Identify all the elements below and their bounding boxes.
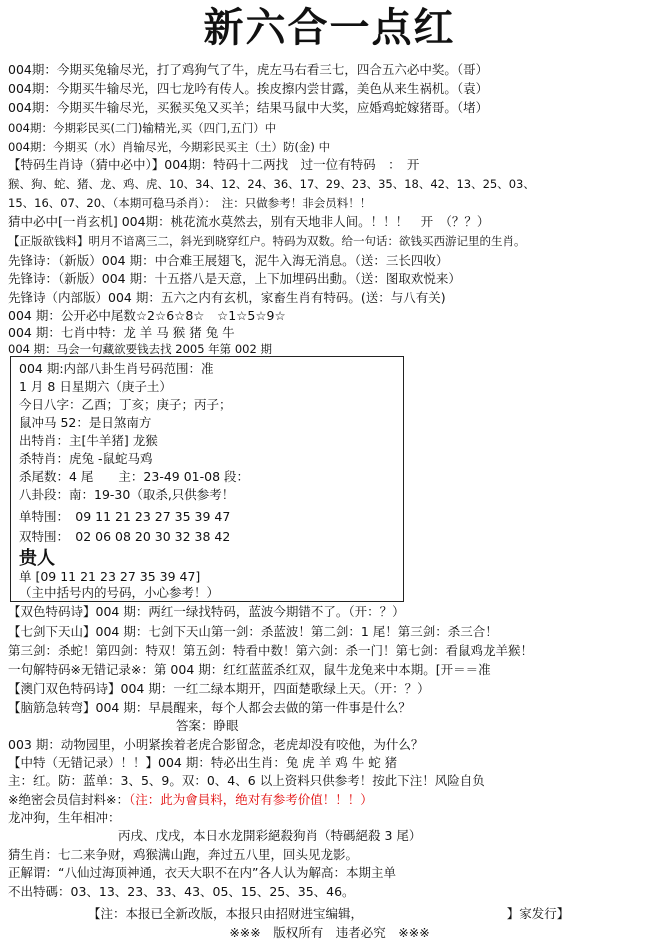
box-date: 1 月 8 日星期六（庚子土） xyxy=(19,379,172,394)
text-line: 猴、狗、蛇、猪、龙、鸡、虎、10、34、12、24、36、17、29、23、35、18、42、13、25、03、 xyxy=(8,177,535,191)
text-line: 主：红。防：蓝单：3、5、9。双：0、4、6 以上资料只供参考！按此下注！风险自负 xyxy=(8,773,485,788)
text-line: 一句解特码※无错记录※：第 004 期：红红蓝蓝杀红双，鼠牛龙兔来中本期。[开＝＝准 xyxy=(8,662,491,677)
box-shuang: 双特围： 02 06 08 20 30 32 38 42 xyxy=(19,529,231,544)
box-chute: 出特肖：主[牛羊猪] 龙猴 xyxy=(19,433,158,448)
footer-note: 【注：本报已全新改版，本报只由招财进宝编辑， 】家发行】 xyxy=(88,906,570,921)
text-line: 004期：今期买（水）肖输尽光，今期彩民买主（土）防(金) 中 xyxy=(8,140,331,154)
box-mouse: 鼠冲马 52：是日煞南方 xyxy=(19,415,152,430)
vip-prefix: ※绝密会员信封料※： xyxy=(8,792,129,807)
vip-line xyxy=(8,792,373,807)
text-line: 先锋诗：（新版）004 期：十五搭八是天意，上下加埋码出動。（送：图取欢悦来） xyxy=(8,271,461,286)
vip-warning: （注：此为會員料，绝对有参考价值！！！） xyxy=(128,792,373,807)
text-line: 【脑筋急转弯】004 期：早晨醒来，每个人都会去做的第一件事是什么？ xyxy=(8,700,411,715)
text-line: 不出特碼：03、13、23、33、43、05、15、25、35、46。 xyxy=(8,884,355,899)
text-line: 004 期：公开必中尾数☆2☆6☆8☆ ☆1☆5☆9☆ xyxy=(8,308,286,323)
text-line: 004期：今期买牛输尽光，买猴买兔又买羊；结果马鼠中大奖，应婚鸡蛇嫁猪哥。（堵） xyxy=(8,100,489,115)
text-line: 先锋诗：（新版）004 期：中合难王展翅飞，泥牛入海无消息。（送：三长四收） xyxy=(8,253,449,268)
text-line: 004 期：马会一句藏欲要钱去找 2005 年第 002 期 xyxy=(8,342,272,356)
text-line: 003 期：动物园里，小明紧挨着老虎合影留念，老虎却没有咬他，为什么？ xyxy=(8,737,424,752)
footer-copyright: ※※※ 版权所有 违者必究 ※※※ xyxy=(229,925,430,940)
text-line: 004期：今期彩民买(二门)输精光,买（四门,五门）中 xyxy=(8,121,277,135)
page-title: 新六合一点红 xyxy=(203,4,456,51)
text-line: 【正版欲钱料】明月不谙离三二，斜光到晓穿红户。特码为双数。给一句话：欲钱买西游记里的生肖。 xyxy=(8,234,526,248)
text-line: 猜生肖：七二来争财，鸡猴满山跑，奔过五八里，回头见龙影。 xyxy=(8,847,359,862)
box-dan2: 单 [09 11 21 23 27 35 39 47] xyxy=(19,569,201,584)
text-line: 先锋诗（内部版）004 期：五六之内有玄机，家畜生肖有特码。(送：与八有关) xyxy=(8,290,446,305)
text-line: 【特码生肖诗（猜中必中）】004期：特码十二两找 过一位有特码 ： 开 xyxy=(8,157,420,172)
box-note: （主中括号内的号码，小心参考！） xyxy=(19,585,220,600)
box-dan: 单特围： 09 11 21 23 27 35 39 47 xyxy=(19,509,231,524)
text-line: 丙戌、戊戌，本日水龙開彩絕殺狗肖（特碼絕殺 3 尾） xyxy=(118,828,422,843)
box-shate: 杀特肖：虎兔 -鼠蛇马鸡 xyxy=(19,451,153,466)
text-line: 004期：今期买牛输尽光，四七龙吟有传人。挨皮擦内尝甘露，美色从来生祸机。（袁） xyxy=(8,81,489,96)
box-bazi: 今日八字：乙酉；丁亥；庚子；丙子； xyxy=(19,397,232,412)
box-header: 004 期:内部八卦生肖号码范围：准 xyxy=(19,361,214,376)
bagua-box xyxy=(10,356,404,602)
text-line: 【七剑下天山】004 期：七剑下天山第一剑：杀蓝波！第二剑：1 尾！第三剑：杀三合！ xyxy=(8,624,498,639)
text-line: 【澳门双色特码诗】004 期：一红二绿本期开，四面楚歌绿上天。（开：？） xyxy=(8,681,430,696)
box-guiren: 贵人 xyxy=(19,548,55,569)
text-line: 第三剑：杀蛇！第四剑：特双！第五剑：特看中数！第六剑：杀一门！第七剑：看鼠鸡龙羊猴！ xyxy=(8,643,534,658)
text-line: 【中特（无错记录）！！】004 期：特必出生肖：兔 虎 羊 鸡 牛 蛇 猪 xyxy=(8,755,398,770)
text-line: 【双色特码诗】004 期：两红一绿找特码，蓝波今期错不了。（开：？） xyxy=(8,604,405,619)
text-line: 004 期：七肖中特：龙 羊 马 猴 猪 兔 牛 xyxy=(8,325,235,340)
text-line: 正解谓：“八仙过海顶神通，衣天大职不在内”各人认为解高：本期主单 xyxy=(8,865,396,880)
text-line: 猜中必中[一肖玄机] 004期：桃花流水莫然去，别有天地非人间。！！！ 开 （？？） xyxy=(8,214,490,229)
box-shawei: 杀尾数：4 尾 主：23-49 01-08 段： xyxy=(19,469,250,484)
text-line: 龙冲狗，生年相冲： xyxy=(8,810,121,825)
box-bagua: 八卦段：南：19-30（取杀,只供参考！ xyxy=(19,487,235,502)
answer: 答案：睁眼 xyxy=(176,718,239,733)
text-line: 004期：今期买兔输尽光，打了鸡狗气了牛，虎左马右看三七，四合五六必中奖。（哥） xyxy=(8,62,489,77)
text-line: 15、16、07、20、（本期可稳马杀肖）： 注：只做参考！非会员料！！ xyxy=(8,196,372,210)
